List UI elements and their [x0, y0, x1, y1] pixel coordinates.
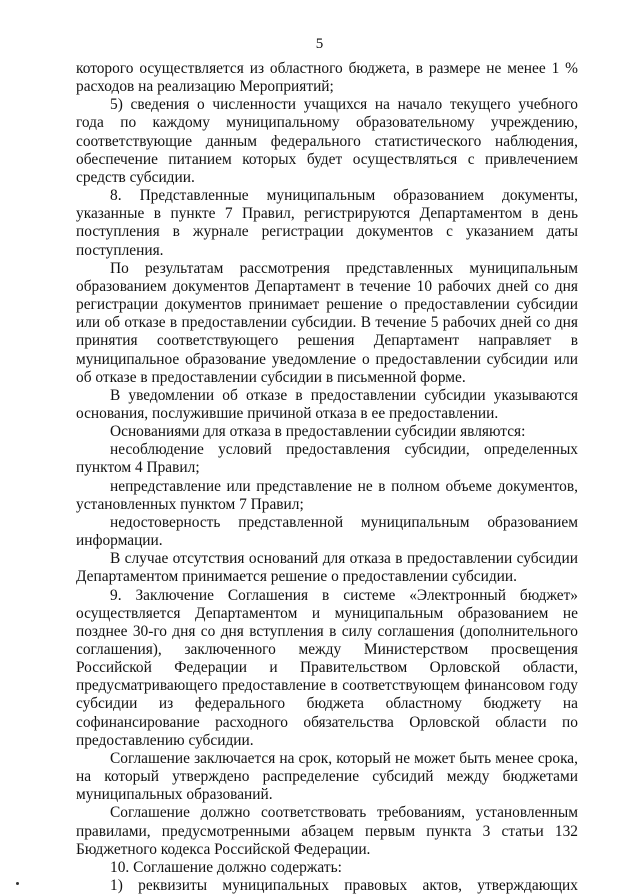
paragraph-agreement-term: Соглашение заключается на срок, который не может быть менее срока, на который утверждено распределение субсидий между бюджетами муниципальных образований. [76, 749, 578, 804]
paragraph-continuation: которого осуществляется из областного бюджета, в размере не менее 1 % расходов на реализацию Мероприятий; [76, 60, 578, 96]
paragraph-clause-10: 10. Соглашение должно содержать: [110, 858, 342, 876]
paragraph-ground-1: несоблюдение условий предоставления субсидии, определенных пунктом 4 Правил; [76, 441, 578, 477]
paragraph-clause-9: 9. Заключение Соглашения в системе «Электронный бюджет» осуществляется Департаментом и муниципальным образованием не позднее 30-го дня со дня вступления в силу соглашения (дополнительного соглашения), заключенного между Министерством просвещения Российской Федерации и Правительством Орловской области, предусматривающего предоставление в соответствующем финансовом году субсидии из федерального бюджета областному бюджету на софинансирование расходного обязательства Орловской области по предоставлению субсидии. [76, 586, 578, 749]
paragraph-refusal-grounds: Основаниями для отказа в предоставлении субсидии являются: [110, 423, 526, 441]
paragraph-ground-2: непредставление или представление не в полном объеме документов, установленных пунктом 7 Правил; [76, 477, 578, 513]
paragraph-no-grounds: В случае отсутствия оснований для отказа в предоставлении субсидии Департаментом принимается решение о предоставлении субсидии. [76, 550, 578, 586]
page-number: 5 [315, 36, 324, 52]
paragraph-refusal-notice: В уведомлении об отказе в предоставлении субсидии указываются основания, послужившие причиной отказа в ее предоставлении. [76, 386, 578, 422]
paragraph-ground-3: недостоверность представленной муниципальным образованием информации. [76, 513, 578, 550]
scan-speck [16, 882, 19, 885]
document-body [76, 60, 578, 895]
paragraph-review-results: По результатам рассмотрения представленных муниципальным образованием документов Департамент в течение 10 рабочих дней со дня регистрации документов принимает решение о предоставлении субсидии или об отказе в предоставлении субсидии. В течение 5 рабочих дней со дня принятия соответствующего решения Департамент направляет в муниципальное образование уведомление о предоставлении субсидии или об отказе в предоставлении субсидии в письменной форме. [76, 259, 578, 386]
paragraph-item-1: 1) реквизиты муниципальных правовых актов, утверждающих [110, 877, 578, 895]
paragraph-clause-8: 8. Представленные муниципальным образованием документы, указанные в пункте 7 Правил, регистрируются Департаментом в день поступления в журнале регистрации документов с указанием даты поступления. [76, 187, 578, 259]
paragraph-item-5: 5) сведения о численности учащихся на начало текущего учебного года по каждому муниципальному образовательному учреждению, соответствующие данным федерального статистического наблюдения, обеспечение питанием которых будет осуществляться с привлечением средств субсидии. [76, 96, 578, 186]
paragraph-agreement-requirements: Соглашение должно соответствовать требованиям, установленным правилами, предусмотренными абзацем первым пункта 3 статьи 132 Бюджетного кодекса Российской Федерации. [76, 804, 578, 858]
